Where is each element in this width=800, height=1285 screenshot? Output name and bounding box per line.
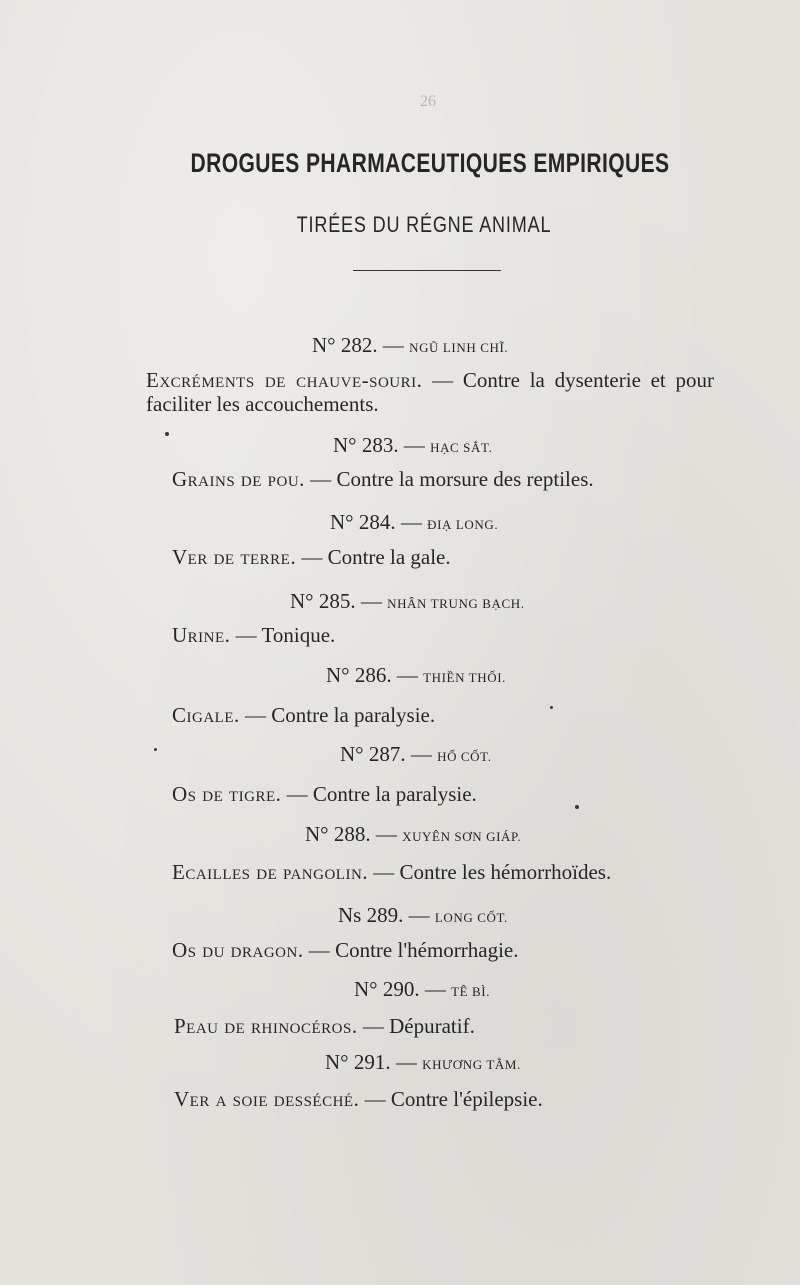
entry-heading (326, 663, 506, 688)
entry-description (172, 860, 611, 885)
entry-description (146, 368, 714, 416)
entry-substance: Os du dragon. (172, 938, 304, 962)
entry-substance: Os de tigre. (172, 782, 282, 806)
entry-number: N° 288. — (305, 822, 397, 846)
entry-heading (325, 1050, 521, 1075)
entry-use: — Contre les hémorrhoïdes. (368, 860, 612, 884)
entry-use: — Contre la paralysie. (239, 703, 436, 727)
entry-substance: Peau de rhinocéros. (174, 1014, 358, 1038)
entry-description (172, 545, 451, 570)
entry-heading (333, 433, 492, 458)
entry-number: N° 283. — (333, 433, 425, 457)
entry-use: — Tonique. (230, 623, 336, 647)
entry-use: — Contre la gale. (296, 545, 451, 569)
page-title: DROGUES PHARMACEUTIQUES EMPIRIQUES (190, 148, 670, 178)
entry-vietnamese-name: TÊ BÌ. (451, 984, 491, 999)
entry-heading (330, 510, 498, 535)
entry-use: — Contre la morsure des reptiles. (304, 467, 594, 491)
entry-vietnamese-name: NHÂN TRUNG BẠCH. (387, 596, 525, 611)
ink-speck (550, 706, 553, 709)
entry-heading (338, 903, 508, 928)
entry-description (172, 623, 335, 648)
entry-number: N° 284. — (330, 510, 422, 534)
entry-substance: Grains de pou. (172, 467, 305, 491)
title-divider (353, 270, 501, 271)
entry-heading (312, 333, 508, 358)
entry-vietnamese-name: THIỀN THỐI. (423, 670, 506, 685)
entry-substance: Ver de terre. (172, 545, 297, 569)
entry-number: N° 285. — (290, 589, 382, 613)
entry-use: — Contre la dysenterie et pour faciliter les accouchements. (146, 368, 714, 416)
entry-substance: Excréments de chauve-souri. (146, 368, 423, 392)
entry-use: — Contre la paralysie. (281, 782, 477, 806)
page-subtitle: TIRÉES DU RÉGNE ANIMAL (296, 212, 552, 237)
entry-vietnamese-name: HỔ CỐT. (437, 749, 492, 764)
entry-number: N° 287. — (340, 742, 432, 766)
entry-vietnamese-name: LONG CỐT. (434, 910, 508, 925)
entry-vietnamese-name: KHƯƠNG TẰM. (422, 1057, 521, 1072)
entry-description (172, 467, 594, 492)
entry-number: Ns 289. — (338, 903, 430, 927)
entry-description (172, 938, 519, 963)
entry-description (172, 782, 477, 807)
entry-number: N° 282. — (312, 333, 404, 357)
entry-substance: Ver a soie desséché. (174, 1087, 360, 1111)
entry-use: — Contre l'épilepsie. (359, 1087, 543, 1111)
entry-heading (305, 822, 521, 847)
ink-speck (165, 432, 169, 436)
entry-description (174, 1014, 475, 1039)
entry-heading (290, 589, 525, 614)
entry-vietnamese-name: HẠC SẮT. (430, 440, 493, 455)
entry-number: N° 290. — (354, 977, 446, 1001)
entry-description (174, 1087, 543, 1112)
entry-description (172, 703, 435, 728)
entry-vietnamese-name: XUYÊN SƠN GIÁP. (402, 829, 522, 844)
ink-speck (575, 805, 579, 809)
entry-use: — Dépuratif. (357, 1014, 475, 1038)
entry-number: N° 286. — (326, 663, 418, 687)
entry-heading (340, 742, 492, 767)
entry-substance: Ecailles de pangolin. (172, 860, 369, 884)
entry-heading (354, 977, 490, 1002)
page-number: 26 (420, 93, 436, 110)
entry-vietnamese-name: ĐIẠ LONG. (427, 517, 499, 532)
entry-substance: Urine. (172, 623, 231, 647)
ink-speck (154, 748, 157, 751)
entry-number: N° 291. — (325, 1050, 417, 1074)
entry-vietnamese-name: NGŨ LINH CHĨ. (409, 340, 509, 355)
entry-substance: Cigale. (172, 703, 240, 727)
entry-use: — Contre l'hémorrhagie. (303, 938, 519, 962)
